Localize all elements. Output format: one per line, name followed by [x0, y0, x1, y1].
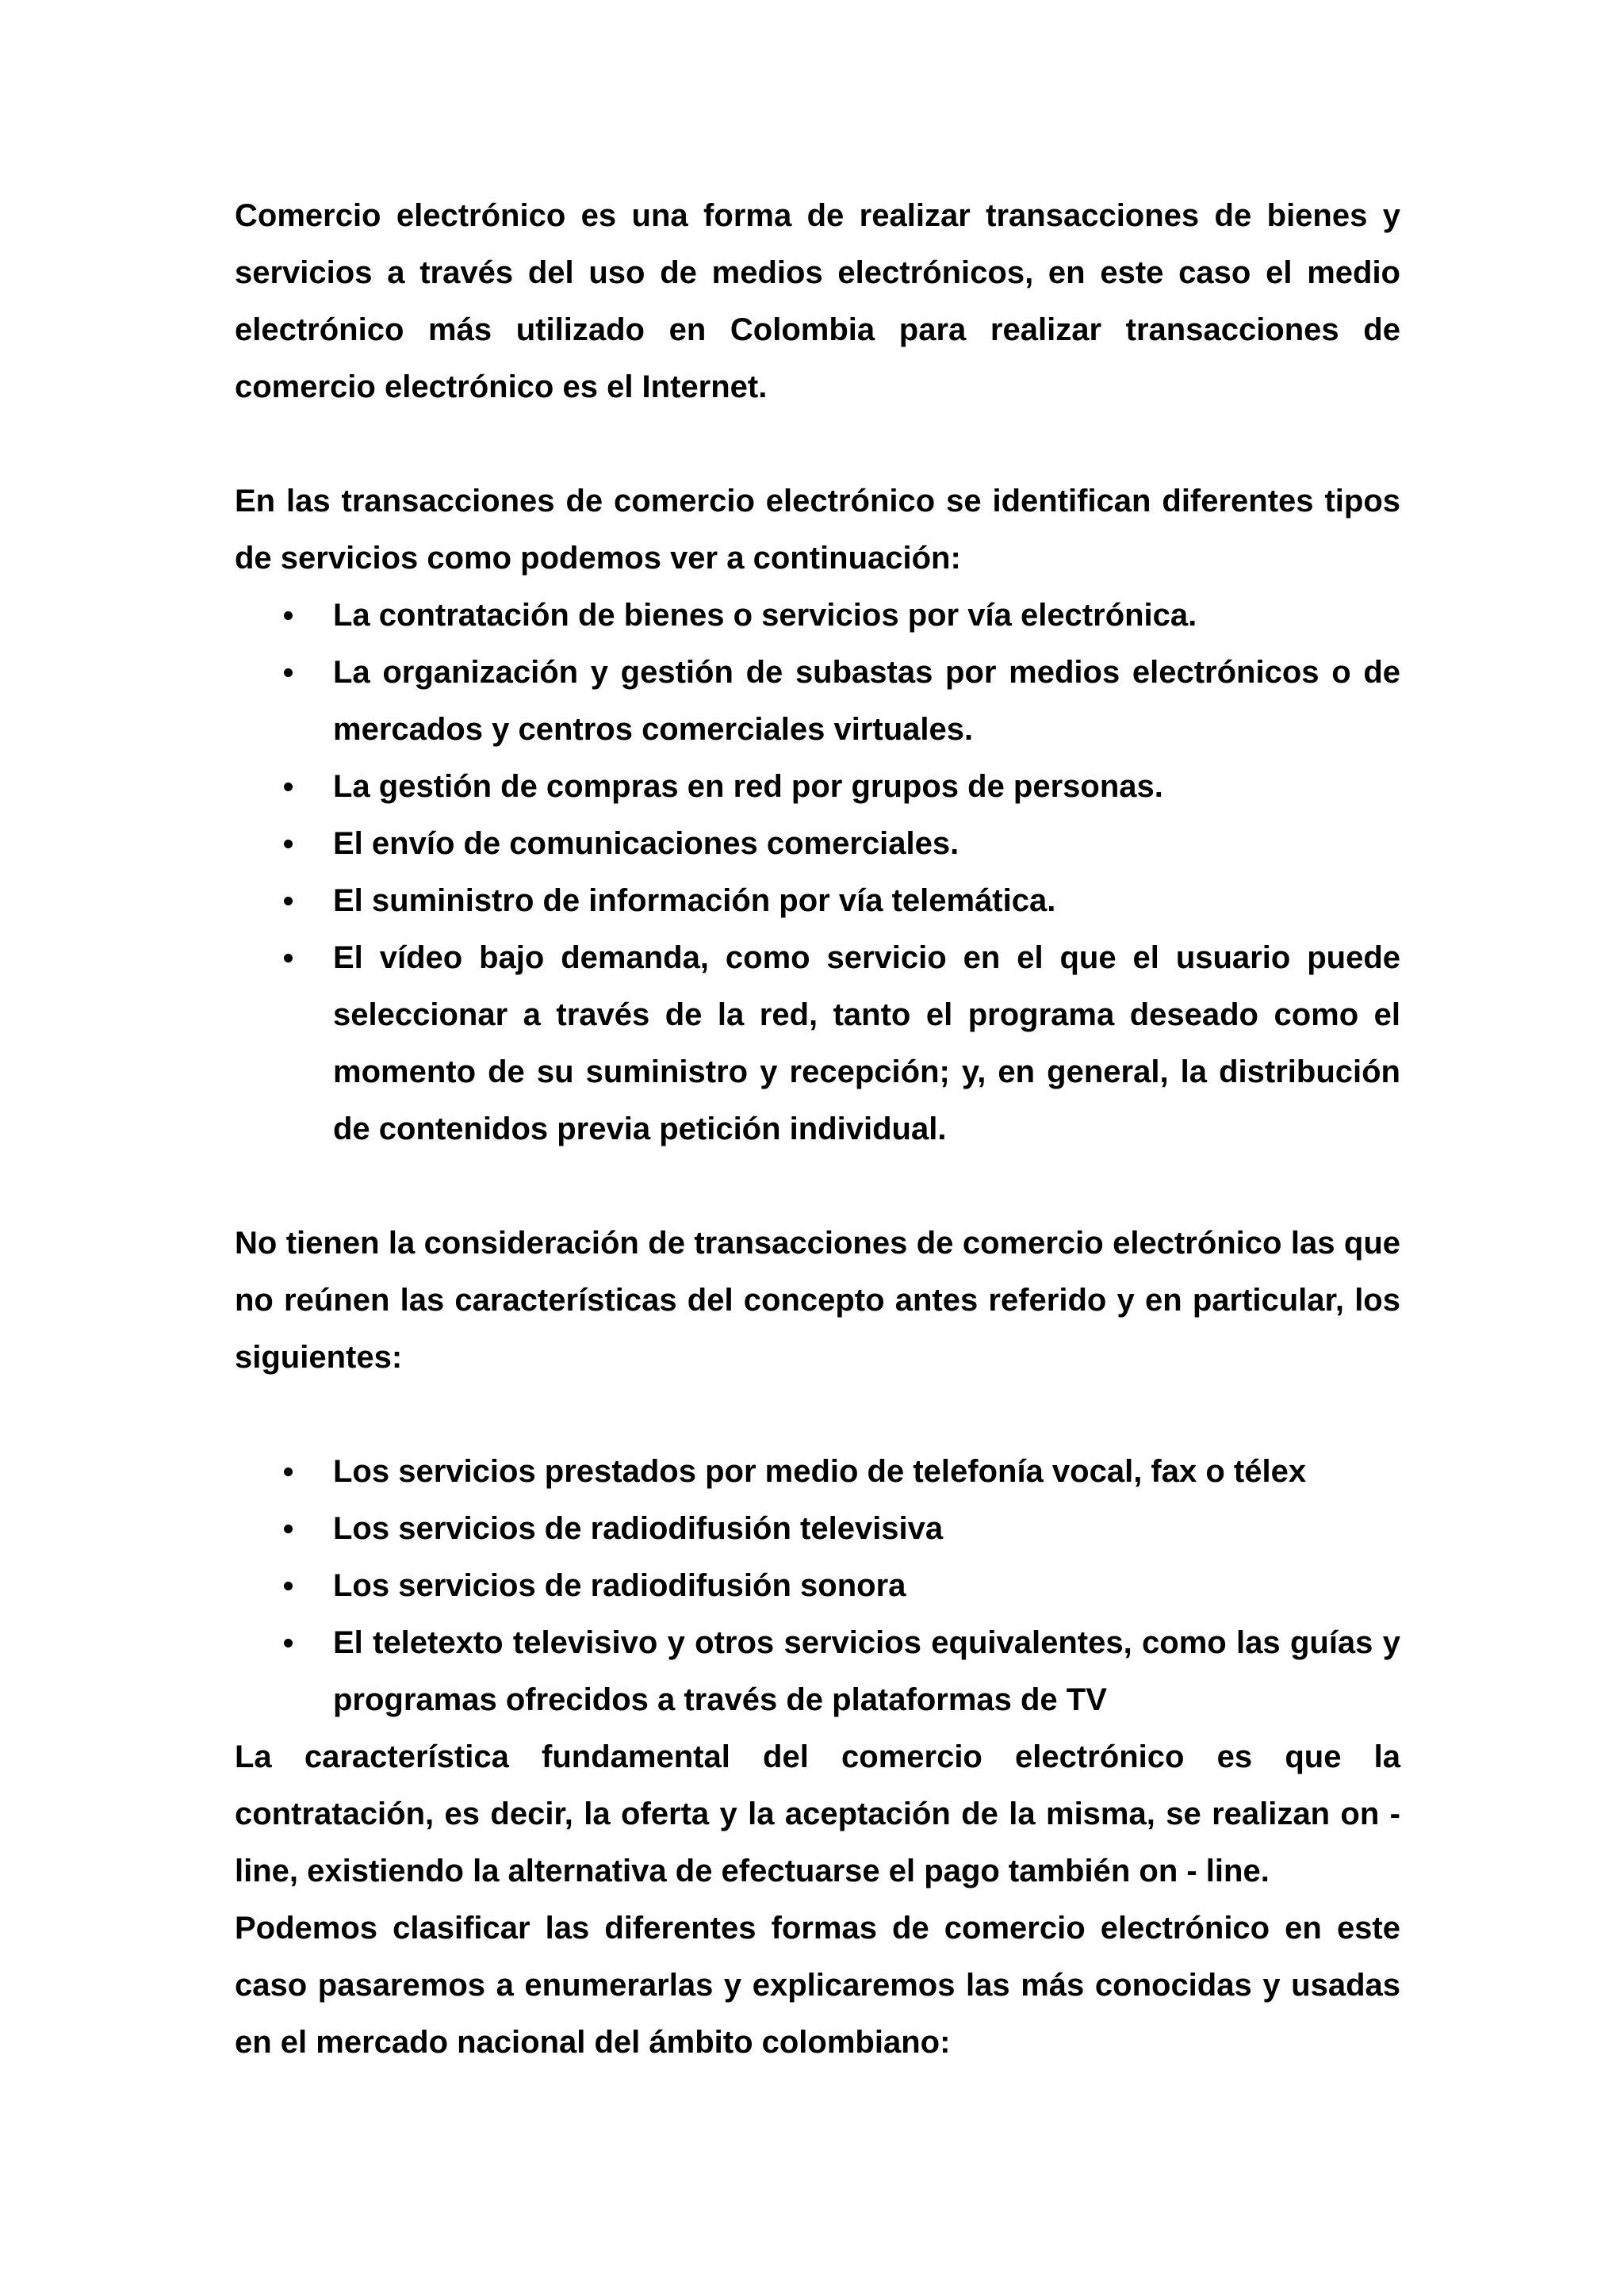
services-intro-paragraph: En las transacciones de comercio electrónico se identifican diferentes tipos de servicios como podemos ver a continuación:	[235, 484, 1400, 576]
excluded-list	[235, 1443, 1400, 1728]
list-item: El suministro de información por vía telemática.	[235, 872, 1400, 929]
bullet-icon	[284, 1639, 293, 1647]
list-item: El vídeo bajo demanda, como servicio en el que el usuario puede seleccionar a través de la red, tanto el programa deseado como el momento de su suministro y recepción; y, en general, la distribución de contenidos previa petición individual.	[235, 929, 1400, 1158]
bullet-icon	[284, 840, 293, 848]
paragraph-gap	[235, 1386, 1400, 1443]
paragraph-gap	[235, 415, 1400, 473]
bullet-icon	[284, 1582, 293, 1590]
list-item: Los servicios prestados por medio de telefonía vocal, fax o télex	[235, 1443, 1400, 1500]
classification-paragraph: Podemos clasificar las diferentes formas de comercio electrónico en este caso pasaremos a enumerarlas y explicaremos las más conocidas y usadas en el mercado nacional del ámbito colombiano:	[235, 1911, 1400, 2060]
bullet-icon	[284, 1525, 293, 1533]
list-item: La gestión de compras en red por grupos de personas.	[235, 758, 1400, 815]
bullet-icon	[284, 668, 293, 677]
exclusions-paragraph: No tienen la consideración de transacciones de comercio electrónico las que no reúnen las características del concepto antes referido y en particular, los siguientes:	[235, 1226, 1400, 1375]
list-item: La organización y gestión de subastas por medios electrónicos o de mercados y centros comerciales virtuales.	[235, 644, 1400, 758]
paragraph-gap	[235, 1158, 1400, 1215]
bullet-icon	[284, 611, 293, 620]
list-item: La contratación de bienes o servicios por vía electrónica.	[235, 587, 1400, 644]
bullet-icon	[284, 1468, 293, 1476]
bullet-icon	[284, 897, 293, 905]
services-list	[235, 587, 1400, 1158]
intro-paragraph: Comercio electrónico es una forma de realizar transacciones de bienes y servicios a través del uso de medios electrónicos, en este caso el medio electrónico más utilizado en Colombia para realizar transacciones de comercio electrónico es el Internet.	[235, 198, 1400, 404]
list-item: Los servicios de radiodifusión televisiva	[235, 1500, 1400, 1557]
bullet-icon	[284, 783, 293, 791]
list-item: El teletexto televisivo y otros servicios equivalentes, como las guías y programas ofrecidos a través de plataformas de TV	[235, 1614, 1400, 1728]
bullet-icon	[284, 954, 293, 962]
document-page	[235, 187, 1400, 2071]
fundamental-characteristic-paragraph: La característica fundamental del comercio electrónico es que la contratación, es decir, la oferta y la aceptación de la misma, se realizan on - line, existiendo la alternativa de efectuarse el pago también on - line.	[235, 1739, 1400, 1888]
list-item: Los servicios de radiodifusión sonora	[235, 1557, 1400, 1614]
list-item: El envío de comunicaciones comerciales.	[235, 815, 1400, 872]
